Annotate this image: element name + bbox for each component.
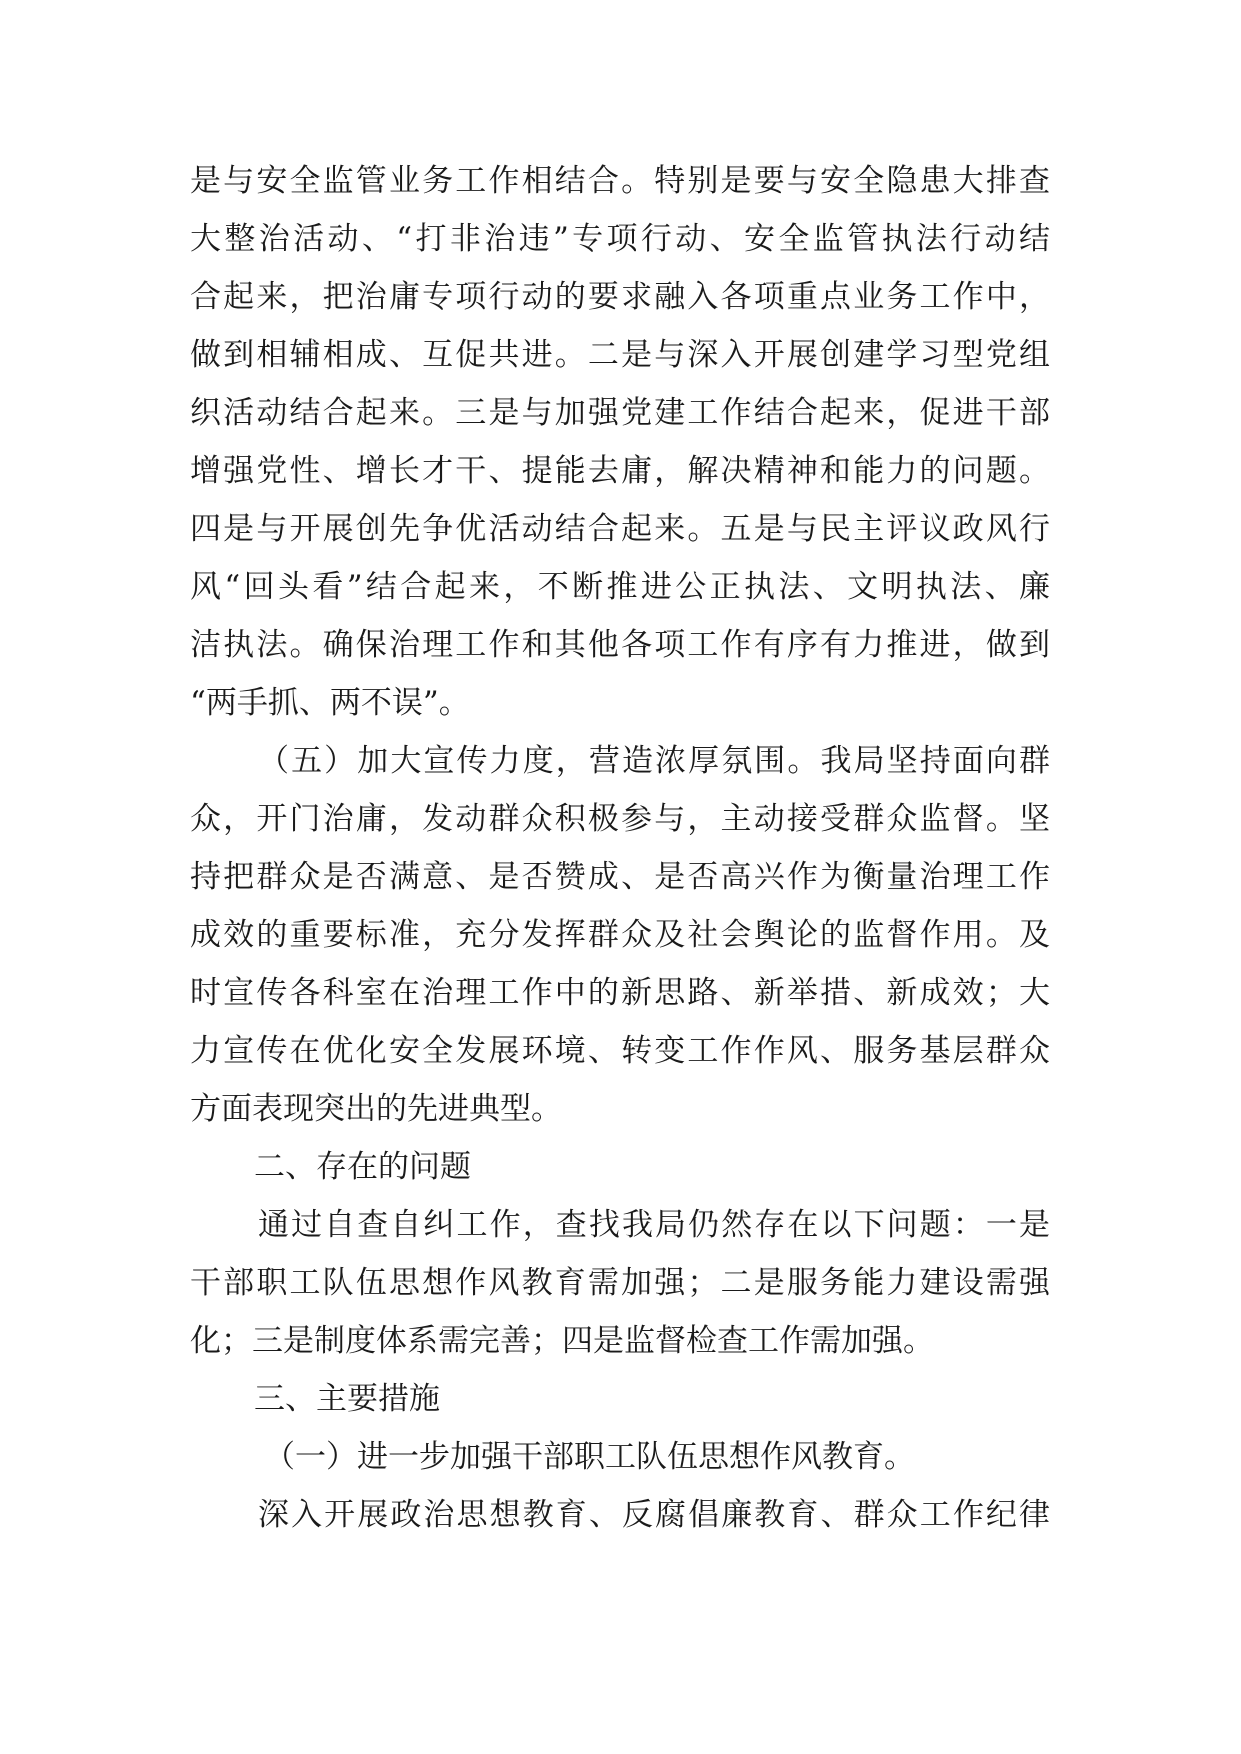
paragraph-line: “两手抓、两不误”。 (190, 685, 470, 721)
paragraph-line: 方面表现突出的先进典型。 (190, 1091, 562, 1127)
paragraph-line: 力宣传在优化安全发展环境、转变工作作风、服务基层群众 (190, 1033, 1050, 1069)
paragraph-line: （五）加大宣传力度，营造浓厚氛围。我局坚持面向群 (258, 743, 1050, 779)
section-heading: 三、主要措施 (254, 1381, 440, 1417)
paragraph-line: 干部职工队伍思想作风教育需加强；二是服务能力建设需强 (190, 1265, 1050, 1301)
paragraph-line: 织活动结合起来。三是与加强党建工作结合起来，促进干部 (190, 395, 1050, 431)
paragraph-line: 成效的重要标准，充分发挥群众及社会舆论的监督作用。及 (190, 917, 1050, 953)
paragraph-line: 通过自查自纠工作，查找我局仍然存在以下问题：一是 (258, 1207, 1050, 1243)
paragraph-line: 深入开展政治思想教育、反腐倡廉教育、群众工作纪律 (258, 1497, 1050, 1533)
paragraph-line: 风“回头看”结合起来，不断推进公正执法、文明执法、廉 (190, 569, 1050, 605)
paragraph-line: 增强党性、增长才干、提能去庸，解决精神和能力的问题。 (190, 453, 1050, 489)
paragraph-line: 做到相辅相成、互促共进。二是与深入开展创建学习型党组 (190, 337, 1050, 373)
paragraph-line: 四是与开展创先争优活动结合起来。五是与民主评议政风行 (190, 511, 1050, 547)
document-body (190, 152, 1050, 1544)
paragraph-line: 化；三是制度体系需完善；四是监督检查工作需加强。 (190, 1323, 934, 1359)
paragraph-line: 持把群众是否满意、是否赞成、是否高兴作为衡量治理工作 (190, 859, 1050, 895)
paragraph-line: 合起来，把治庸专项行动的要求融入各项重点业务工作中， (190, 279, 1050, 315)
paragraph-line: 大整治活动、“打非治违”专项行动、安全监管执法行动结 (190, 221, 1050, 257)
paragraph-line: 是与安全监管业务工作相结合。特别是要与安全隐患大排查 (190, 163, 1050, 199)
paragraph-line: 洁执法。确保治理工作和其他各项工作有序有力推进，做到 (190, 627, 1050, 663)
paragraph-line: 时宣传各科室在治理工作中的新思路、新举措、新成效；大 (190, 975, 1050, 1011)
subsection-heading: （一）进一步加强干部职工队伍思想作风教育。 (264, 1439, 915, 1475)
paragraph-line: 众，开门治庸，发动群众积极参与，主动接受群众监督。坚 (190, 801, 1050, 837)
section-heading: 二、存在的问题 (254, 1149, 471, 1185)
